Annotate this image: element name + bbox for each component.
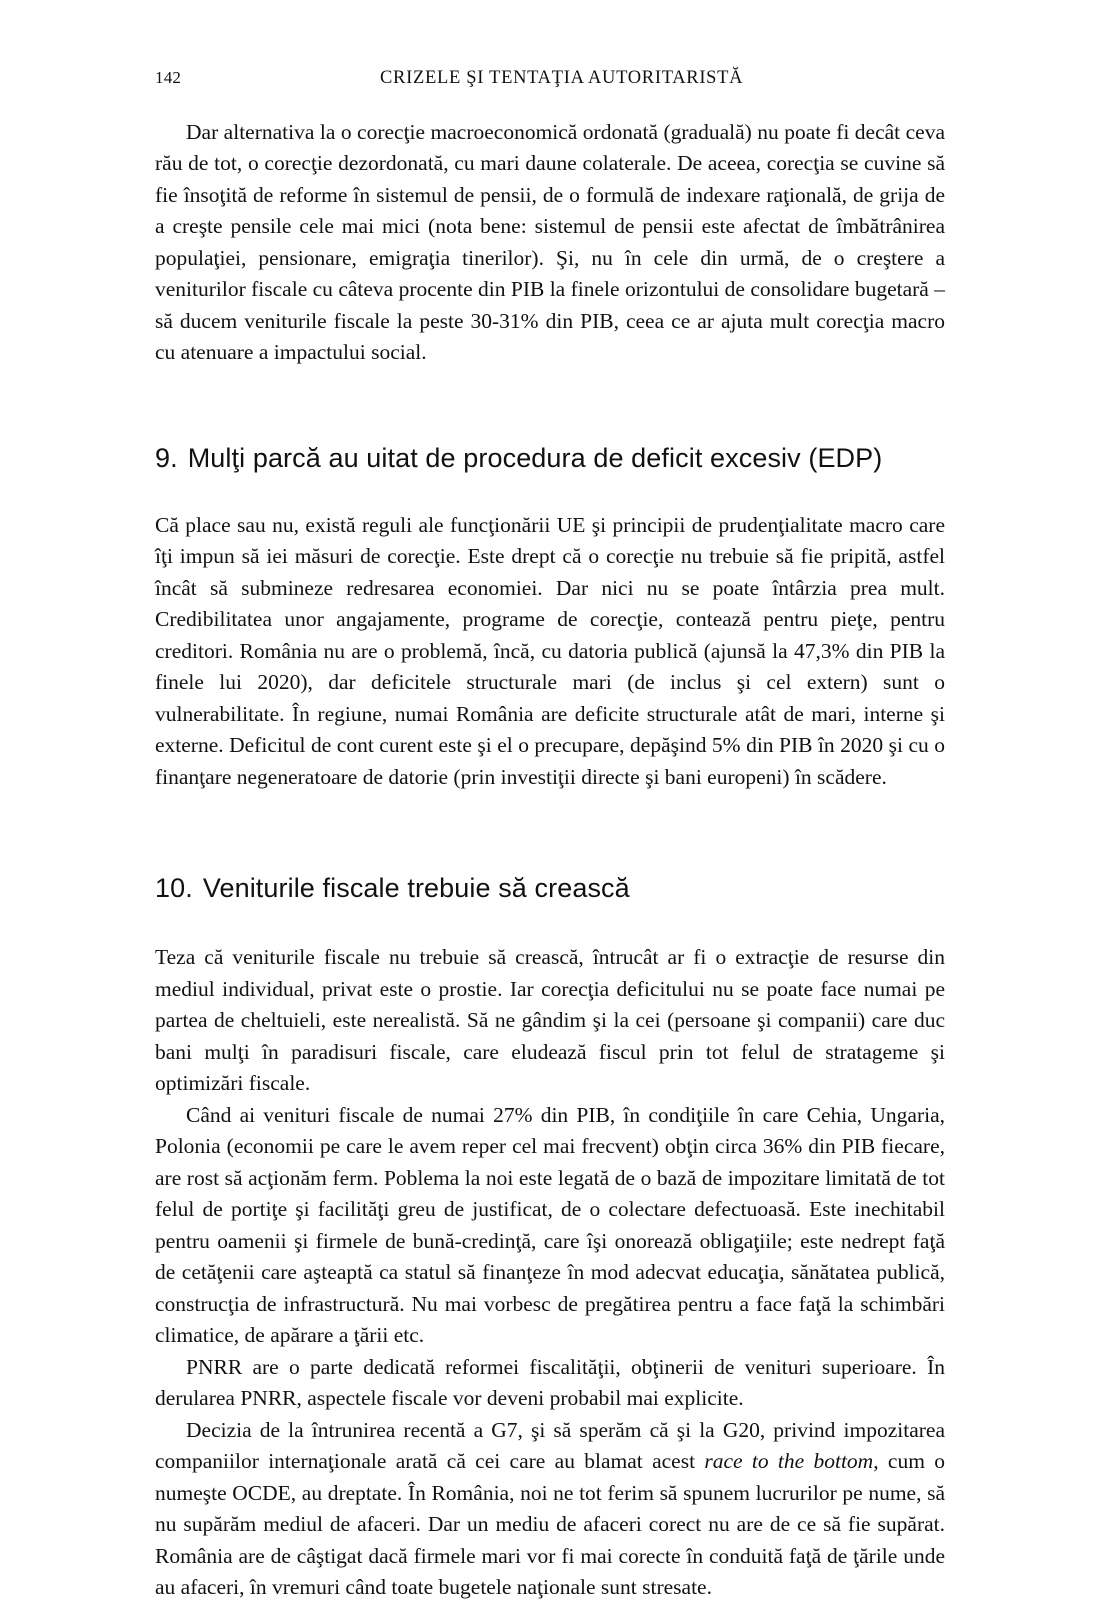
section-10-heading — [155, 871, 945, 906]
spacer-after-section-10-heading — [155, 906, 945, 942]
section-10-paragraph-4-part-2: , cum o numeşte OCDE, au dreptate. În România, noi ne tot ferim să spunem lucrurilor pe nume, să nu supărăm mediul de afaceri. Dar un mediu de afaceri corect nu are de ce să fie supărat. România are de câştigat dacă firmele mari vor fi mai corecte în conduită faţă de ţările unde au afaceri, în vremuri când toate bugetele naţionale sunt stresate. — [155, 1449, 945, 1600]
page-content — [155, 68, 945, 1604]
section-10-paragraph-2: Când ai venituri fiscale de numai 27% din PIB, în condiţiile în care Cehia, Ungaria, Polonia (economii pe care le avem reper cel mai frecvent) obţin circa 36% din PIB fiecare, are rost să acţionăm ferm. Poblema la noi este legată de o bază de impozitare limitată de tot felul de portiţe şi facilităţi greu de justificat, de o colectare defectuoasă. Este inechitabil pentru oamenii şi firmele de bună-credinţă, care îşi onorează obligaţiile; este nedrept faţă de cetăţenii care aşteaptă ca statul să finanţeze în mod adecvat educaţia, sănătatea publică, construcţia de infrastructură. Nu mai vorbesc de pregătirea pentru a face faţă la schimbări climatice, de apărare a ţării etc. — [155, 1102, 945, 1348]
running-head-title: CRIZELE ŞI TENTAŢIA AUTORITARISTĂ — [380, 68, 744, 88]
spacer-before-section-9 — [155, 369, 945, 441]
section-9-paragraph-1: Că place sau nu, există reguli ale funcţionării UE şi principii de prudenţialitate macro care îţi impun să iei măsuri de corecţie. Este drept că o corecţie nu trebuie să fie pripită, astfel încât să submineze redresarea economiei. Dar nici nu se poate întârzia prea mult. Credibilitatea unor angajamente, programe de corecţie, contează pentru pieţe, pentru creditori. România nu are o problemă, încă, cu datoria publică (ajunsă la 47,3% din PIB la finele lui 2020), dar deficitele structurale mari (de inclus şi cel extern) sunt o vulnerabilitate. În regiune, numai România are deficite structurale atât de mari, interne şi externe. Deficitul de cont curent este şi el o precupare, depăşind 5% din PIB în 2020 şi cu o finanţare negeneratoare de datorie (prin investiţii directe şi bani europeni) în scădere. — [155, 512, 945, 789]
section-10-italic-phrase: race to the bottom — [704, 1449, 874, 1474]
section-10-paragraph-1: Teza că veniturile fiscale nu trebuie să crească, întrucât ar fi o extracţie de resurse din mediul individual, privat este o prostie. Iar corecţia deficitului nu se poate face numai pe partea de cheltuieli, este nerealistă. Să ne gândim şi la cei (persoane şi companii) care duc bani mulţi în paradisuri fiscale, care eludează fiscul prin tot felul de stratageme şi optimizări fiscale. — [155, 945, 945, 1096]
section-9-number: 9. — [155, 442, 178, 473]
section-10-paragraph-4-part-1: Decizia de la întrunirea recentă a G7, şi să sperăm că şi la G20, privind impozitarea companiilor internaţionale arată că cei care au blamat acest — [155, 1417, 945, 1474]
section-10-title: Veniturile fiscale trebuie să crească — [202, 873, 630, 904]
spacer-before-section-10 — [155, 793, 945, 871]
paragraph-intro: Dar alternativa la o corecţie macroeconomică ordonată (graduală) nu poate fi decât ceva rău de tot, o corecţie dezordonată, cu mari daune colaterale. De aceea, corecţia se cuvine să fie însoţită de reforme în sistemul de pensii, de o formulă de indexare raţională, de grija de a creşte pensile cele mai mici (nota bene: sistemul de pensii este afectat de îmbătrânirea populaţiei, pensionare, emigraţia tinerilor). Şi, nu în cele din urmă, de o creştere a veniturilor fiscale cu câteva procente din PIB la finele orizontului de consolidare bugetară – să ducem veniturile fiscale la peste 30-31% din PIB, ceea ce ar ajuta mult corecţia macro cu atenuare a impactului social. — [155, 120, 945, 365]
section-9-heading — [155, 441, 945, 476]
section-10-number: 10. — [155, 873, 193, 904]
page-number: 142 — [155, 68, 182, 87]
section-10-paragraph-4 — [155, 1415, 945, 1604]
running-head — [155, 68, 945, 89]
spacer-after-section-9-heading — [155, 476, 945, 510]
section-9-title: Mulţi parcă au uitat de procedura de deficit excesiv (EDP) — [187, 442, 883, 473]
section-10-paragraph-3: PNRR are o parte dedicată reformei fiscalităţii, obţinerii de venituri superioare. În derularea PNRR, aspectele fiscale vor deveni probabil mai explicite. — [155, 1354, 945, 1411]
